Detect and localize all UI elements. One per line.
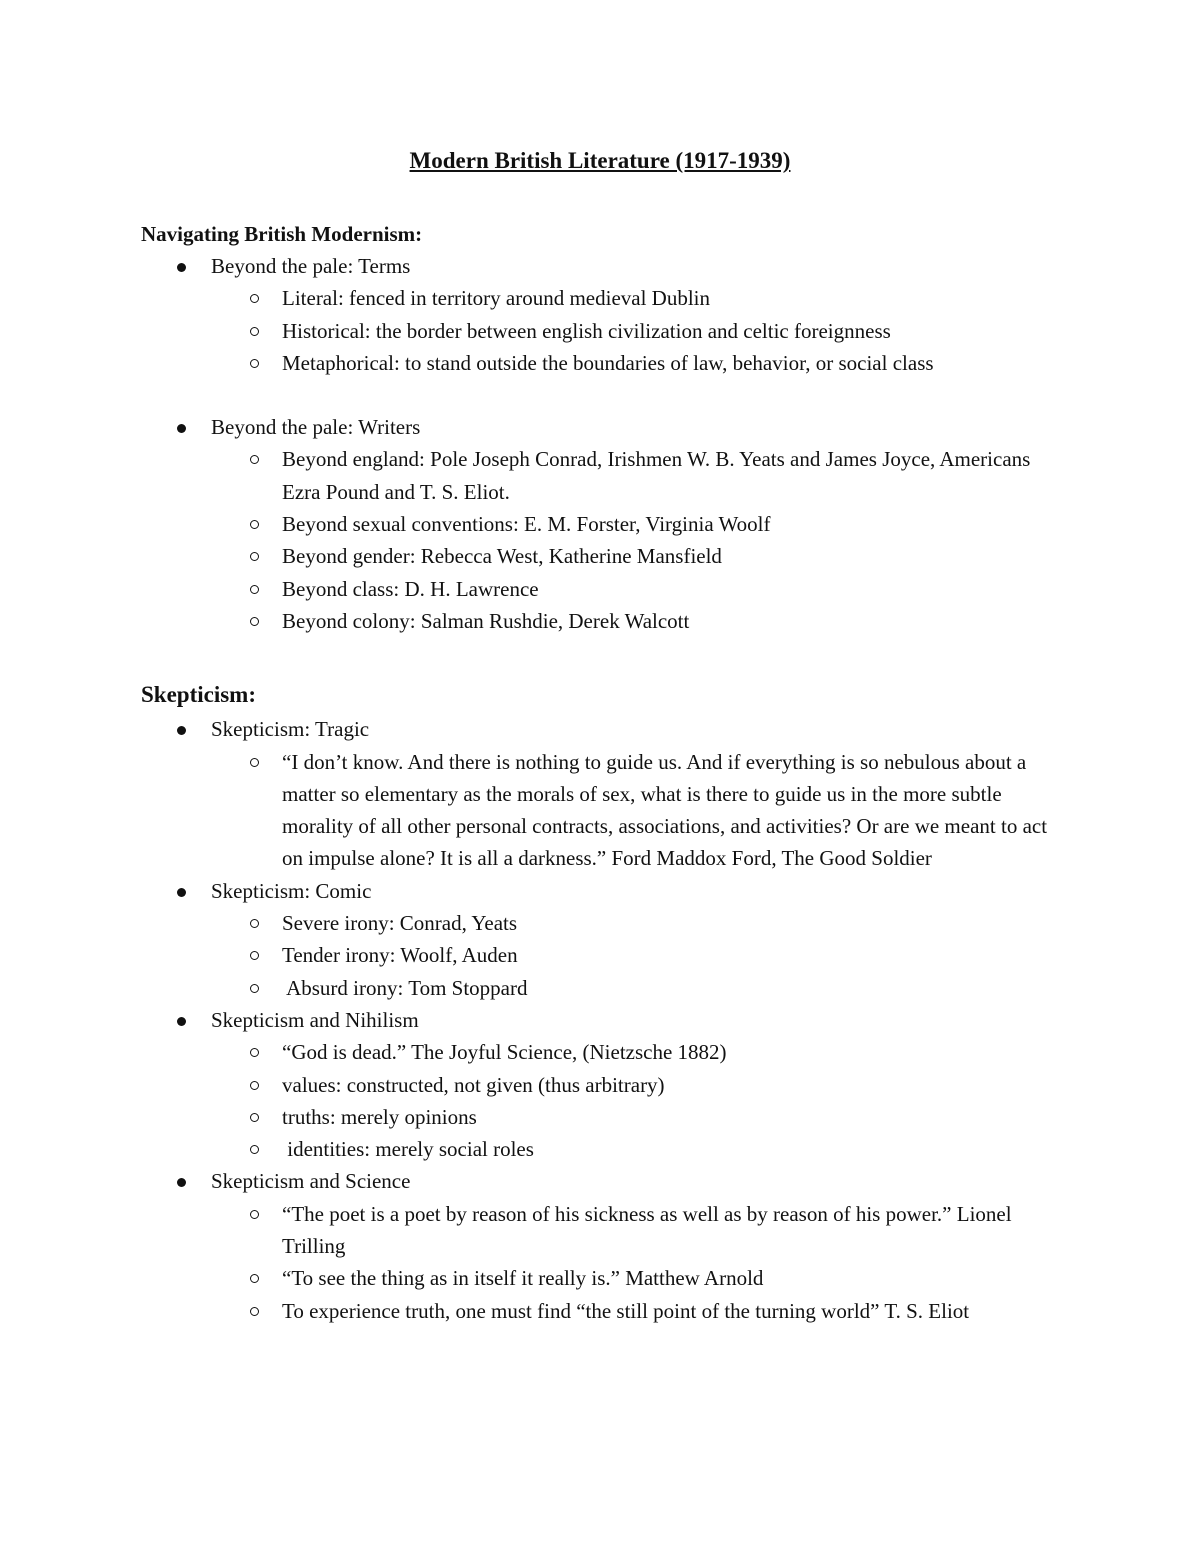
sub-list-item: Historical: the border between english civilization and celtic foreignness xyxy=(141,315,1101,347)
circle-bullet-icon xyxy=(250,520,259,529)
skepticism-list xyxy=(141,713,1101,1327)
list-item-label: Beyond the pale: Terms xyxy=(211,254,411,278)
circle-bullet-icon xyxy=(250,359,259,368)
sub-list-item: Severe irony: Conrad, Yeats xyxy=(141,907,1101,939)
list-item-label: Skepticism and Nihilism xyxy=(211,1007,419,1032)
circle-bullet-icon xyxy=(250,294,259,303)
sub-list-item: values: constructed, not given (thus arbitrary) xyxy=(141,1069,1101,1101)
section-heading-navigating: Navigating British Modernism: xyxy=(141,222,423,246)
sub-list-item: “To see the thing as in itself it really is.” Matthew Arnold xyxy=(141,1262,1101,1294)
section-heading-skepticism: Skepticism: xyxy=(141,682,256,708)
list-item xyxy=(141,411,1101,637)
sub-list xyxy=(211,746,1101,875)
sub-list-item: “The poet is a poet by reason of his sickness as well as by reason of his power.” Lionel Trilling xyxy=(141,1198,1101,1263)
sub-list-item: truths: merely opinions xyxy=(141,1101,1101,1133)
circle-bullet-icon xyxy=(250,1081,259,1090)
circle-bullet-icon xyxy=(250,919,259,928)
sub-list-item: Beyond class: D. H. Lawrence xyxy=(141,573,1101,605)
sub-list xyxy=(211,907,1101,1004)
circle-bullet-icon xyxy=(250,1307,259,1316)
sub-list-item: “God is dead.” The Joyful Science, (Nietzsche 1882) xyxy=(141,1036,1101,1068)
sub-list xyxy=(211,1036,1101,1165)
sub-list-item: Metaphorical: to stand outside the boundaries of law, behavior, or social class xyxy=(141,347,1101,379)
bullet-icon xyxy=(177,424,186,433)
document-body xyxy=(141,218,1101,1327)
circle-bullet-icon xyxy=(250,455,259,464)
circle-bullet-icon xyxy=(250,1113,259,1122)
list-item-label: Beyond the pale: Writers xyxy=(211,415,421,440)
circle-bullet-icon xyxy=(250,552,259,561)
sub-list-item: Beyond colony: Salman Rushdie, Derek Walcott xyxy=(141,605,1101,637)
sub-list-item: Beyond sexual conventions: E. M. Forster, Virginia Woolf xyxy=(141,508,1101,540)
sub-list-item: “I don’t know. And there is nothing to guide us. And if everything is so nebulous about a matter so elementary as the morals of sex, what is there to guide us in the more subtle morality of all other personal contracts, associations, and activities? Or are we meant to act on impulse alone? It is all a darkness.” Ford Maddox Ford, The Good Soldier xyxy=(141,746,1101,875)
sub-list-item: Tender irony: Woolf, Auden xyxy=(141,939,1101,971)
list-item xyxy=(141,713,1101,874)
bullet-icon xyxy=(177,1178,186,1187)
list-item-label: Skepticism: Tragic xyxy=(211,717,370,742)
circle-bullet-icon xyxy=(250,617,259,626)
sub-list-item: Absurd irony: Tom Stoppard xyxy=(141,972,1101,1004)
circle-bullet-icon xyxy=(250,327,259,336)
list-item-label: Skepticism and Science xyxy=(211,1169,411,1194)
sub-list-item: Beyond england: Pole Joseph Conrad, Irishmen W. B. Yeats and James Joyce, Americans Ezra Pound and T. S. Eliot. xyxy=(141,443,1101,508)
circle-bullet-icon xyxy=(250,1048,259,1057)
circle-bullet-icon xyxy=(250,1210,259,1219)
circle-bullet-icon xyxy=(250,951,259,960)
sub-list-item: Literal: fenced in territory around medieval Dublin xyxy=(141,282,1101,314)
bullet-icon xyxy=(177,1017,186,1026)
sub-list xyxy=(211,443,1101,637)
sub-list-item: To experience truth, one must find “the still point of the turning world” T. S. Eliot xyxy=(141,1295,1101,1327)
circle-bullet-icon xyxy=(250,984,259,993)
sub-list xyxy=(211,1198,1101,1327)
sub-list-item: Beyond gender: Rebecca West, Katherine Mansfield xyxy=(141,540,1101,572)
bullet-icon xyxy=(177,263,186,272)
bullet-icon xyxy=(177,888,186,897)
navigating-list xyxy=(141,250,1101,637)
list-item-label: Skepticism: Comic xyxy=(211,878,372,903)
circle-bullet-icon xyxy=(250,1145,259,1154)
document-title: Modern British Literature (1917-1939) xyxy=(409,148,791,173)
sub-list-item: identities: merely social roles xyxy=(141,1133,1101,1165)
circle-bullet-icon xyxy=(250,1274,259,1283)
list-item xyxy=(141,1165,1101,1326)
list-item xyxy=(141,250,1101,379)
list-item xyxy=(141,1004,1101,1165)
list-item xyxy=(141,875,1101,1004)
circle-bullet-icon xyxy=(250,758,259,767)
bullet-icon xyxy=(177,726,186,735)
circle-bullet-icon xyxy=(250,585,259,594)
sub-list xyxy=(211,282,1101,379)
